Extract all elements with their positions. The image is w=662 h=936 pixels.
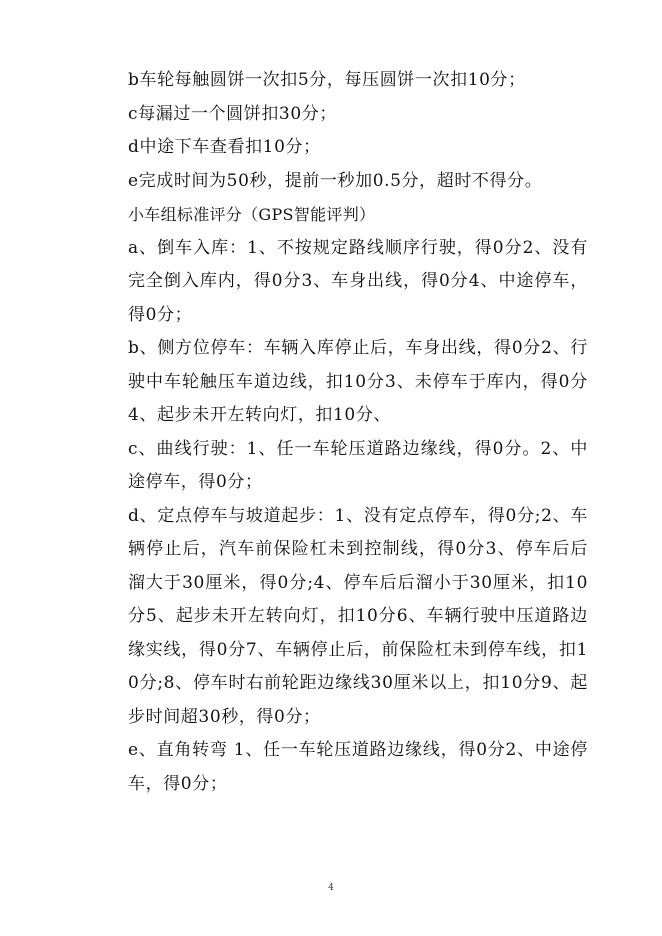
paragraph-c-missed-circle: c每漏过一个圆饼扣30分； bbox=[128, 103, 337, 124]
paragraph-c-curve-driving: c、曲线行驶：1、任一车轮压道路边缘线，得0分。2、中途停车，得0分； bbox=[128, 438, 588, 492]
paragraph-d-hill-start: d、定点停车与坡道起步：1、没有定点停车，得0分;2、车辆停止后，汽车前保险杠未到控制线，得0分3、停车后后溜大于30厘米，得0分;4、停车后后溜小于30厘米，扣10分5、起步未开左转向灯，扣10分6、车辆行驶中压道路边缘实线，得0分7、车辆停止后，前保险杠未到停车线，扣10分;8、停车时右前轮距边缘线30厘米以上，扣10分9、起步时间超30秒，得0分； bbox=[128, 505, 588, 727]
paragraph-e-right-angle-turn: e、直角转弯 1、任一车轮压道路边缘线，得0分2、中途停车，得0分； bbox=[128, 740, 588, 794]
paragraph-a-reverse-parking: a、倒车入库：1、不按规定路线顺序行驶，得0分2、没有完全倒入库内，得0分3、车身出线，得0分4、中途停车，得0分； bbox=[128, 237, 588, 325]
page-body bbox=[128, 64, 588, 801]
paragraph-b-parallel-parking: b、侧方位停车：车辆入库停止后，车身出线，得0分2、行驶中车轮触压车道边线，扣10分3、未停车于库内，得0分4、起步未开左转向灯，扣10分、 bbox=[128, 338, 588, 425]
page-number: 4 bbox=[328, 883, 334, 893]
section-heading-car-scoring: 小车组标准评分（GPS智能评判） bbox=[128, 205, 376, 224]
paragraph-e-time-limit: e完成时间为50秒，提前一秒加0.5分，超时不得分。 bbox=[128, 170, 543, 191]
paragraph-b-circle-touch: b车轮每触圆饼一次扣5分，每压圆饼一次扣10分； bbox=[128, 70, 526, 90]
paragraph-d-get-out-check: d中途下车查看扣10分； bbox=[128, 137, 321, 157]
